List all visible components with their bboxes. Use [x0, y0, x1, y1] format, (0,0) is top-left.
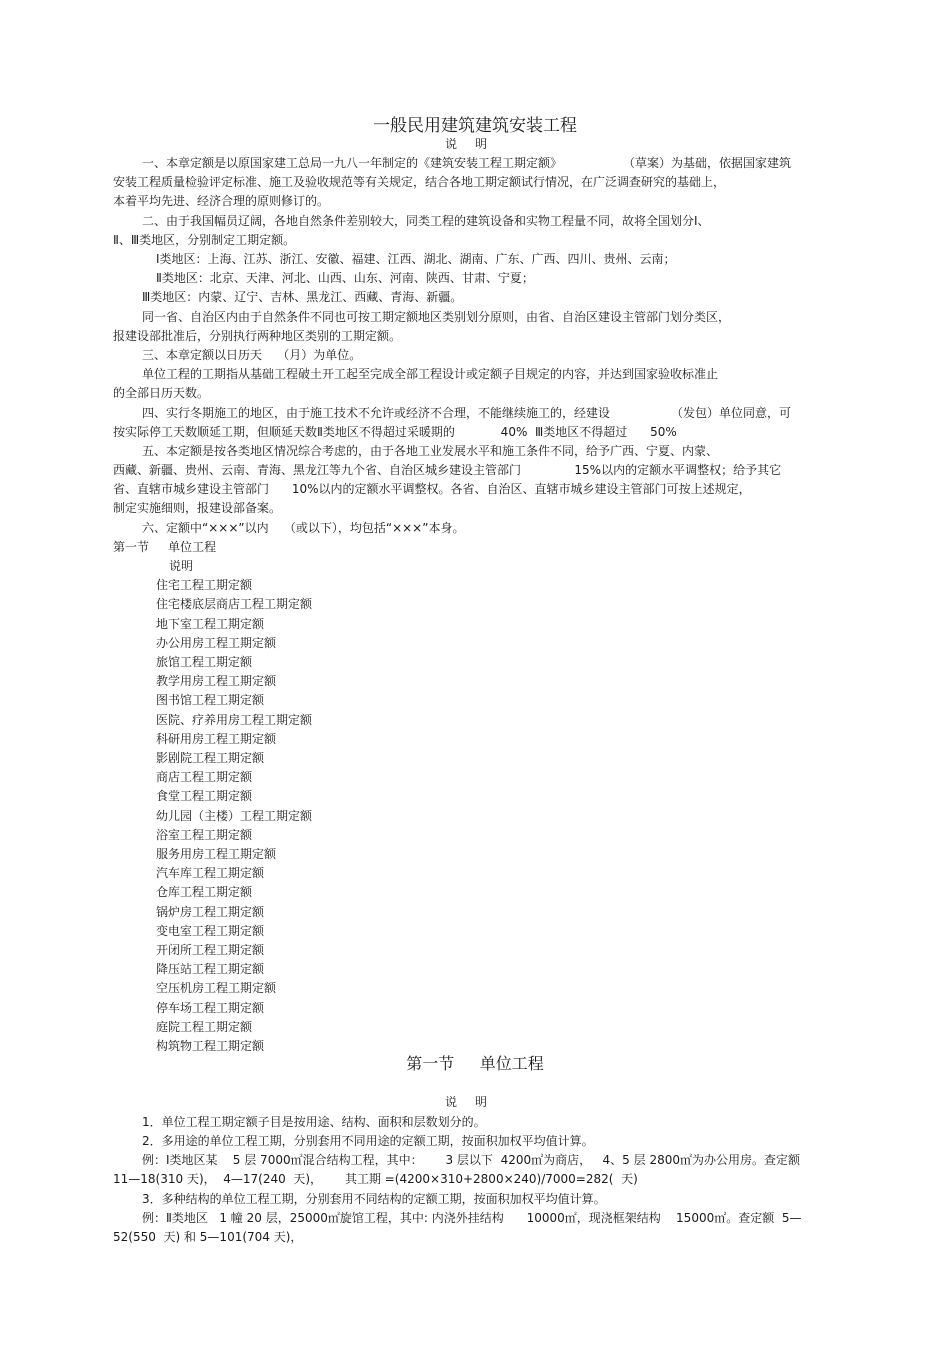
document-title: 一般民用建筑建筑安装工程 [373, 116, 577, 136]
same-province-line1: 同一省、自治区内由于自然条件不同也可按工期定额地区类别划分原则，由省、自治区建设主管部门划分类区， [142, 310, 731, 324]
toc-item: 科研用房工程工期定额 [156, 732, 277, 746]
para1-line3: 本着平均先进、经济合理的原则修订的。 [113, 194, 330, 208]
para1-line1: 一、本章定额是以原国家建工总局一九八一年制定的《建筑安装工程工期定额》 （草案）为基础，依据国家建筑 [142, 156, 792, 170]
para5-line4: 制定实施细则，报建设部备案。 [113, 501, 282, 515]
toc-item: 锅炉房工程工期定额 [156, 905, 265, 919]
toc-item: 说明 [169, 559, 194, 573]
toc-item: 开闭所工程工期定额 [156, 943, 265, 957]
toc-item: 食堂工程工期定额 [156, 789, 253, 803]
para2-line2: Ⅱ、Ⅲ类地区，分别制定工期定额。 [113, 233, 296, 247]
toc-heading: 第一节 单位工程 [113, 540, 217, 554]
toc-item: 商店工程工期定额 [156, 770, 253, 784]
region-3: Ⅲ类地区：内蒙、辽宁、吉林、黑龙江、西藏、青海、新疆。 [142, 290, 463, 304]
example-2-line1: 例：Ⅱ类地区 1 幢 20 层，25000㎡旋馆工程，其中: 内浇外挂结构 10000㎡，现浇框架结构 15000㎡。查定额 5— [142, 1211, 802, 1225]
para4-line2: 按实际停工天数顺延工期，但顺延天数Ⅱ类地区不得超过采暖期的 40% Ⅲ类地区不得超过 50% [113, 425, 677, 439]
example-1-line1: 例：Ⅰ类地区某 5 层 7000㎡混合结构工程，其中： 3 层以下 4200㎡为商店， 4、5 层 2800㎡为办公用房。查定额 [142, 1153, 800, 1167]
example-1-line2: 11—18(310 天)， 4—17(240 天)， 其工期 =(4200×310+2800×240)/7000=282( 天) [113, 1172, 638, 1186]
toc-item: 住宅楼底层商店工程工期定额 [156, 597, 313, 611]
para2-line1: 二、由于我国幅员辽阔，各地自然条件差别较大，同类工程的建筑设备和实物工程量不同，故将全国划分Ⅰ、 [142, 214, 710, 228]
toc-item: 办公用房工程工期定额 [156, 636, 277, 650]
region-1: Ⅰ类地区：上海、江苏、浙江、安徽、福建、江西、湖北、湖南、广东、广西、四川、贵州、云南； [156, 252, 676, 266]
toc-item: 空压机房工程工期定额 [156, 981, 277, 995]
unit-line1: 单位工程的工期指从基础工程破土开工起至完成全部工程设计或定额子目规定的内容，并达到国家验收标准止 [142, 367, 719, 381]
toc-item: 服务用房工程工期定额 [156, 847, 277, 861]
para1-line2: 安装工程质量检验评定标准、施工及验收规范等有关规定，结合各地工期定额试行情况，在广泛调查研究的基础上， [113, 175, 726, 189]
toc-item: 降压站工程工期定额 [156, 962, 265, 976]
toc-item: 教学用房工程工期定额 [156, 674, 277, 688]
toc-item: 汽车库工程工期定额 [156, 866, 265, 880]
section-point-1: 1．单位工程工期定额子目是按用途、结构、面积和层数划分的。 [142, 1115, 486, 1129]
para5-line1: 五、本定额是按各类地区情况综合考虑的，由于各地工业发展水平和施工条件不同，给予广西、宁夏、内蒙、 [142, 444, 719, 458]
para6: 六、定额中“×××”以内 （或以下），均包括“×××”本身。 [142, 521, 465, 535]
toc-item: 构筑物工程工期定额 [156, 1039, 265, 1053]
example-2-line2: 52(550 天) 和 5—101(704 天)， [113, 1230, 303, 1244]
para5-line3: 省、直辖市城乡建设主管部门 10%以内的定额水平调整权。各省、自治区、直辖市城乡建设主管部门可按上述规定， [113, 482, 751, 496]
section-point-3: 3．多种结构的单位工程工期，分别套用不同结构的定额工期，按面积加权平均值计算。 [142, 1192, 606, 1206]
toc-item: 地下室工程工期定额 [156, 617, 265, 631]
unit-line2: 的全部日历天数。 [113, 386, 210, 400]
toc-item: 停车场工程工期定额 [156, 1001, 265, 1015]
document-subtitle: 说明 [444, 137, 505, 151]
toc-item: 旅馆工程工期定额 [156, 655, 253, 669]
para4-line1: 四、实行冬期施工的地区，由于施工技术不允许或经济不合理，不能继续施工的，经建设 （发包）单位同意，可 [142, 406, 792, 420]
toc-item: 幼儿园（主楼）工程工期定额 [156, 809, 313, 823]
region-2: Ⅱ类地区：北京、天津、河北、山西、山东、河南、陕西、甘肃、宁夏； [156, 271, 534, 285]
toc-item: 仓库工程工期定额 [156, 885, 253, 899]
para3: 三、本章定额以日历天 （月）为单位。 [142, 348, 362, 362]
section-subtitle: 说明 [444, 1095, 505, 1109]
toc-item: 影剧院工程工期定额 [156, 751, 265, 765]
section-point-2: 2．多用途的单位工程工期，分别套用不同用途的定额工期，按面积加权平均值计算。 [142, 1134, 594, 1148]
section-title: 第一节 单位工程 [406, 1054, 544, 1073]
toc-item: 变电室工程工期定额 [156, 924, 265, 938]
toc-item: 图书馆工程工期定额 [156, 693, 265, 707]
toc-item: 庭院工程工期定额 [156, 1020, 253, 1034]
para5-line2: 西藏、新疆、贵州、云南、青海、黑龙江等九个省、自治区城乡建设主管部门 15%以内的定额水平调整权；给予其它 [113, 463, 782, 477]
toc-item: 住宅工程工期定额 [156, 578, 253, 592]
toc-item: 医院、疗养用房工程工期定额 [156, 713, 313, 727]
same-province-line2: 报建设部批准后，分别执行两种地区类别的工期定额。 [113, 329, 402, 343]
toc-item: 浴室工程工期定额 [156, 828, 253, 842]
